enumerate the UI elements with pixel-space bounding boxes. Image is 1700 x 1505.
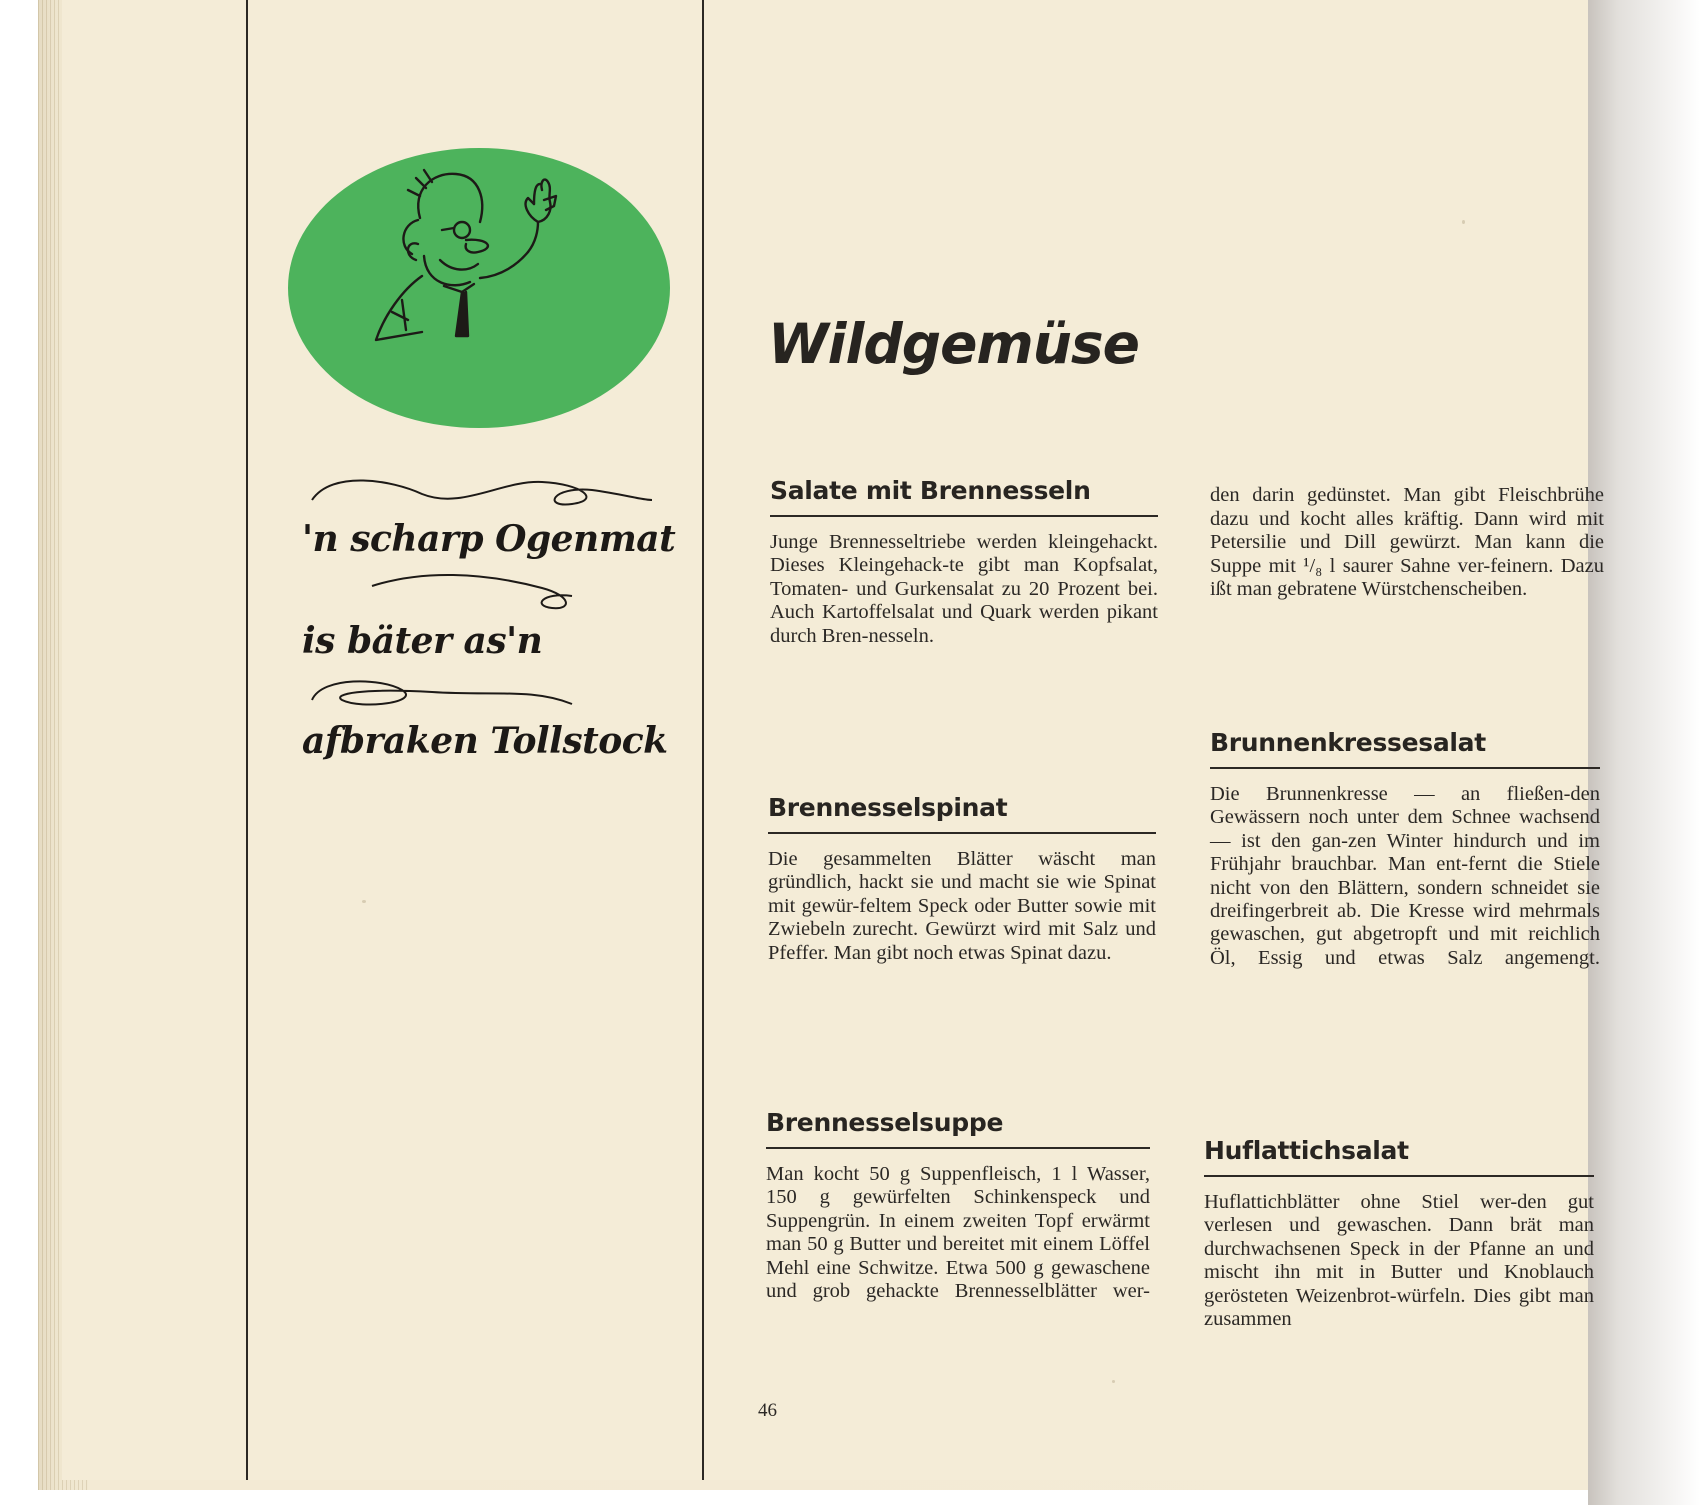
section-body: Die gesammelten Blätter wäscht man gründlich, hackt sie und macht sie wie Spinat mit gewür-feltem Speck oder Butter sowie mit Zwiebeln zurecht. Gewürzt wird mit Salz und Pfeffer. Man gibt noch etwas Spinat dazu.: [768, 848, 1156, 964]
section-body: Junge Brennesseltriebe werden kleingehackt. Dieses Kleingehack-te gibt man Kopfsalat, Tomaten- und Gurkensalat zu 20 Prozent bei. Auch Kartoffelsalat und Quark werden pikant durch Bren-nesseln.: [770, 531, 1158, 647]
section-heading: Huflattichsalat: [1204, 1136, 1594, 1177]
caricature-illustration: [362, 160, 622, 390]
page-number: 46: [758, 1400, 777, 1421]
flourish-ornament: [302, 566, 662, 626]
section-brunnenkresse: [1210, 728, 1600, 970]
paper-speck: [1112, 1380, 1115, 1383]
section-heading: Brennesselspinat: [768, 793, 1156, 834]
section-heading: Brennesselsuppe: [766, 1108, 1150, 1149]
left-rule: [246, 0, 248, 1480]
section-heading: Brunnenkressesalat: [1210, 728, 1600, 769]
paper-speck: [362, 900, 366, 903]
section-huflattich: [1204, 1136, 1594, 1331]
binding-shadow: [1588, 0, 1700, 1505]
section-heading: Salate mit Brennesseln: [770, 476, 1158, 517]
paper-speck: [1462, 220, 1465, 224]
column-divider-rule: [702, 0, 704, 1480]
section-body: Huflattichblätter ohne Stiel wer-den gut verlesen und gewaschen. Dann brät man durchwachsenen Speck in der Pfanne an und mischt ihn mit in Butter und Knoblauch gerösteten Weizenbrot-würfeln. Dies gibt man zusammen: [1204, 1191, 1594, 1331]
section-body: Die Brunnenkresse — an fließen-den Gewässern noch unter dem Schnee wachsend — ist den gan-zen Winter hindurch und im Frühjahr brauchbar. Man ent-fernt die Stiele nicht von den Blättern, sondern schneidet sie dreifingerbreit ab. Die Kresse wird mehrmals gewaschen, gut abgetropft und mit reichlich Öl, Essig und etwas Salz angemengt.: [1210, 783, 1600, 969]
section-spinat: [768, 793, 1156, 965]
section-suppe-continued: [1210, 484, 1604, 602]
section-body: Man kocht 50 g Suppenfleisch, 1 l Wasser, 150 g gewürfelten Schinkenspeck und Suppengrün. In einem zweiten Topf erwärmt man 50 g Butter und bereitet mit einem Löffel Mehl eine Schwitze. Etwa 500 g gewaschene und grob gehackte Brennesselblätter wer-: [766, 1163, 1150, 1303]
section-salate: [770, 476, 1158, 648]
motto-block: [302, 480, 676, 800]
page-title: Wildgemüse: [768, 312, 1139, 376]
book-page: [62, 0, 1604, 1480]
motto-line-1: 'n scharp Ogenmat: [302, 518, 676, 560]
motto-line-3: afbraken Tollstock: [302, 720, 668, 762]
motto-line-2: is bäter as'n: [302, 620, 543, 662]
section-suppe: [766, 1108, 1150, 1303]
section-body: den darin gedünstet. Man gibt Fleischbrühe dazu und kocht alles kräftig. Dann wird mit Petersilie und Dill gewürzt. Man kann die Suppe mit ¹/₈ l saurer Sahne ver-feinern. Dazu ißt man gebratene Würstchenscheiben.: [1210, 484, 1604, 601]
